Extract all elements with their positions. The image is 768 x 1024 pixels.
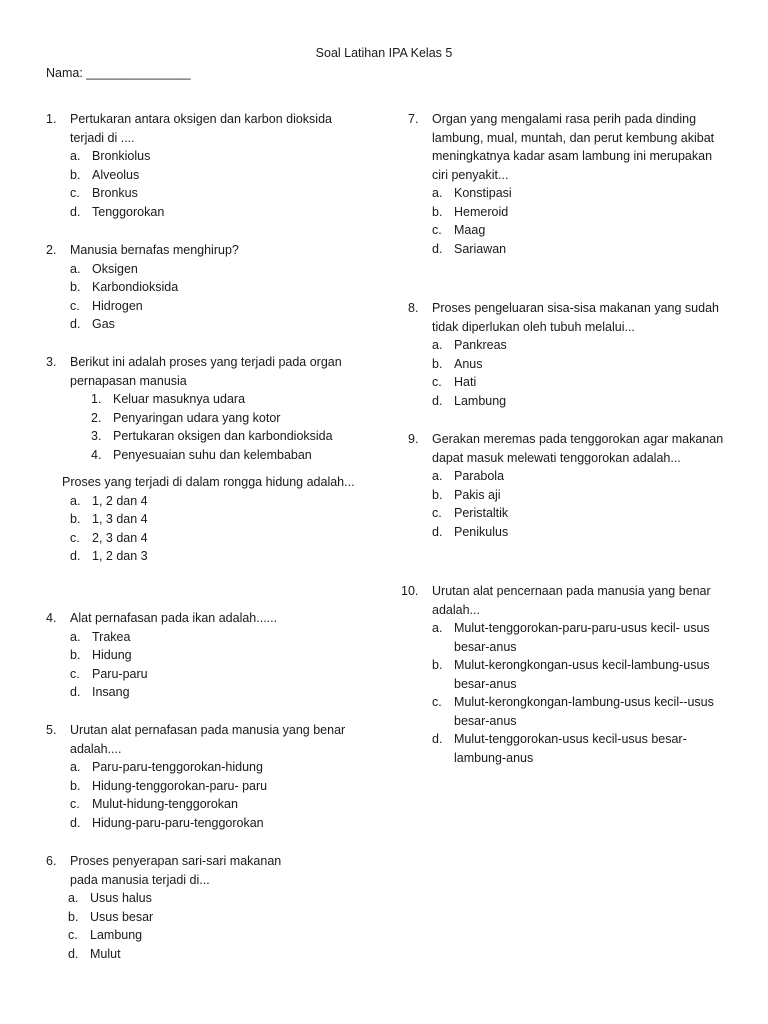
option-d[interactable]: d. Insang bbox=[70, 685, 130, 699]
option-c[interactable]: c. Lambung bbox=[68, 928, 143, 942]
option-list bbox=[408, 467, 728, 541]
option-a[interactable]: a. Pankreas bbox=[432, 338, 507, 352]
option-b[interactable]: b. 1, 3 dan 4 bbox=[70, 512, 148, 526]
option-d[interactable]: d. Gas bbox=[70, 317, 115, 331]
option-b[interactable]: b. Pakis aji bbox=[432, 487, 501, 502]
option-d[interactable]: d. Lambung bbox=[432, 393, 507, 408]
option-list bbox=[408, 184, 728, 258]
option-d[interactable]: d. Mulut bbox=[68, 946, 121, 961]
option-b[interactable]: b. Anus bbox=[432, 356, 483, 371]
option-d[interactable]: d. Hidung-paru-paru-tenggorokan bbox=[70, 815, 264, 830]
statement-item: 2. Penyaringan udara yang kotor bbox=[91, 410, 281, 425]
option-a[interactable]: a. Parabola bbox=[432, 469, 505, 483]
option-c[interactable]: c. Hidrogen bbox=[70, 298, 143, 313]
option-list bbox=[46, 147, 376, 221]
option-b[interactable]: b. Usus besar bbox=[68, 909, 154, 924]
option-b[interactable]: b. Hidung bbox=[70, 648, 132, 662]
option-a[interactable]: a. Konstipasi bbox=[432, 186, 512, 200]
question-1 bbox=[46, 110, 376, 221]
option-b[interactable]: b. Hidung-tenggorokan-paru- paru bbox=[70, 778, 268, 793]
question-text: Proses penyerapan sari-sari makanan pada manusia terjadi di... bbox=[70, 854, 282, 887]
question-number: 6. bbox=[46, 854, 57, 868]
statement-item: 1. Keluar masuknya udara bbox=[91, 392, 246, 406]
option-c[interactable]: c. Paru-paru bbox=[70, 666, 148, 681]
option-list bbox=[46, 758, 376, 832]
option-d[interactable]: d. 1, 2 dan 3 bbox=[70, 549, 148, 563]
option-a[interactable]: a. Mulut-tenggorokan-paru-paru-usus kecil- usus besar-anus bbox=[432, 621, 710, 654]
option-b[interactable]: b. Mulut-kerongkongan-usus kecil-lambung-usus besar-anus bbox=[432, 658, 710, 691]
option-c[interactable]: c. Mulut-kerongkongan-lambung-usus kecil--usus besar-anus bbox=[432, 695, 714, 728]
question-7 bbox=[408, 110, 728, 258]
question-9 bbox=[408, 430, 728, 541]
question-5 bbox=[46, 721, 376, 832]
question-number: 1. bbox=[46, 112, 57, 126]
option-b[interactable]: b. Hemeroid bbox=[432, 204, 509, 219]
question-number: 8. bbox=[408, 301, 419, 315]
option-a[interactable]: a. Oksigen bbox=[70, 261, 138, 276]
option-c[interactable]: c. Peristaltik bbox=[432, 506, 509, 520]
option-b[interactable]: b. Alveolus bbox=[70, 167, 140, 182]
option-d[interactable]: d. Sariawan bbox=[432, 241, 507, 256]
question-10 bbox=[401, 582, 728, 767]
question-number: 9. bbox=[408, 432, 419, 446]
option-d[interactable]: d. Penikulus bbox=[432, 524, 509, 539]
statement-item: 4. Penyesuaian suhu dan kelembaban bbox=[91, 447, 312, 462]
question-text: Pertukaran antara oksigen dan karbon dioksida terjadi di .... bbox=[70, 112, 332, 145]
question-text: Manusia bernafas menghirup? bbox=[70, 243, 239, 257]
option-a[interactable]: a. Bronkiolus bbox=[70, 149, 151, 163]
name-field-label: Nama: _______________ bbox=[46, 66, 191, 80]
option-c[interactable]: c. Bronkus bbox=[70, 186, 138, 200]
option-list bbox=[46, 889, 376, 963]
option-list bbox=[408, 336, 728, 410]
statement-item: 3. Pertukaran oksigen dan karbondioksida bbox=[91, 429, 333, 443]
statement-list bbox=[46, 390, 376, 464]
question-prompt: Proses yang terjadi di dalam rongga hidung adalah... bbox=[62, 475, 355, 489]
question-8 bbox=[408, 299, 728, 410]
option-a[interactable]: a. Trakea bbox=[70, 629, 131, 644]
option-c[interactable]: c. Mulut-hidung-tenggorokan bbox=[70, 797, 238, 811]
option-c[interactable]: c. 2, 3 dan 4 bbox=[70, 530, 148, 545]
question-text: Urutan alat pencernaan pada manusia yang benar adalah... bbox=[432, 584, 711, 617]
question-4 bbox=[46, 609, 376, 702]
option-list bbox=[46, 260, 376, 334]
question-number: 7. bbox=[408, 112, 419, 126]
option-d[interactable]: d. Mulut-tenggorokan-usus kecil-usus besar- lambung-anus bbox=[432, 732, 687, 765]
option-c[interactable]: c. Hati bbox=[432, 375, 477, 389]
option-list bbox=[46, 628, 376, 702]
option-b[interactable]: b. Karbondioksida bbox=[70, 280, 179, 294]
option-c[interactable]: c. Maag bbox=[432, 223, 486, 237]
question-text: Gerakan meremas pada tenggorokan agar makanan dapat masuk melewati tenggorokan adalah... bbox=[432, 432, 724, 465]
option-list bbox=[401, 619, 728, 767]
option-list bbox=[46, 492, 376, 566]
question-text: Alat pernafasan pada ikan adalah...... bbox=[70, 611, 278, 625]
question-text: Berikut ini adalah proses yang terjadi pada organ pernapasan manusia bbox=[70, 355, 342, 388]
page-title: Soal Latihan IPA Kelas 5 bbox=[315, 46, 453, 60]
question-number: 10. bbox=[401, 584, 419, 598]
question-number: 4. bbox=[46, 611, 57, 625]
option-a[interactable]: a. Paru-paru-tenggorokan-hidung bbox=[70, 760, 263, 774]
question-text: Organ yang mengalami rasa perih pada dinding lambung, mual, muntah, dan perut kembung akibat meningkatnya kadar asam lambung ini merupakan ciri penyakit... bbox=[432, 112, 715, 182]
question-text: Proses pengeluaran sisa-sisa makanan yang sudah tidak diperlukan oleh tubuh melalui... bbox=[432, 301, 719, 334]
question-2 bbox=[46, 241, 376, 334]
question-number: 2. bbox=[46, 243, 57, 257]
option-a[interactable]: a. Usus halus bbox=[68, 891, 152, 905]
question-text: Urutan alat pernafasan pada manusia yang benar adalah.... bbox=[70, 723, 346, 756]
question-3 bbox=[46, 353, 376, 566]
question-6 bbox=[46, 852, 376, 963]
option-a[interactable]: a. 1, 2 dan 4 bbox=[70, 493, 148, 508]
question-number: 3. bbox=[46, 355, 57, 369]
question-number: 5. bbox=[46, 723, 57, 737]
option-d[interactable]: d. Tenggorokan bbox=[70, 204, 165, 219]
